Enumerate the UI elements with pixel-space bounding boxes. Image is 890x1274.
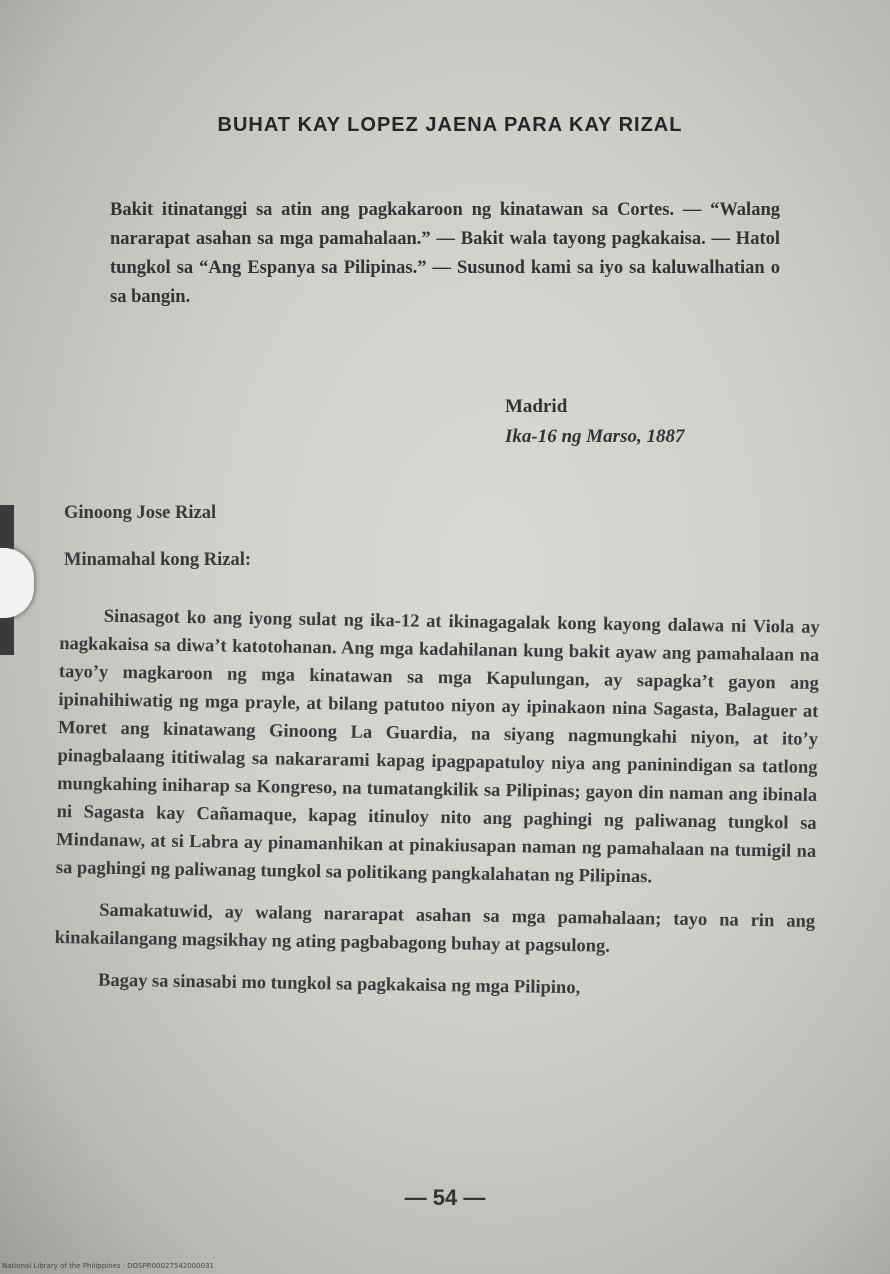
recipient-name: Ginoong Jose Rizal bbox=[64, 503, 217, 523]
scan-credit: National Library of the Philippines · DOSPR00027542000031 bbox=[2, 1262, 214, 1270]
page-number: — 54 — bbox=[404, 1185, 486, 1210]
letter-title: BUHAT KAY LOPEZ JAENA PARA KAY RIZAL bbox=[217, 114, 683, 136]
body-paragraph: Bagay sa sinasabi mo tungkol sa pagkakaisa ng mga Pilipino, bbox=[97, 970, 581, 999]
letter-date: Ika-16 ng Marso, 1887 bbox=[505, 426, 685, 447]
letter-place: Madrid bbox=[505, 396, 568, 417]
body-paragraph: Sinasagot ko ang iyong sulat ng ika-12 at ikinagagalak kong kayong dalawa ni Viola ay nagkakaisa sa diwa’t katotohanan. Ang mga kadahilanan kung bakit ayaw ang pamahalaan na tayo’y magkaroon ng mga kinatawan sa mga Kapulungan, ay sapagka’t gayon ang ipinahihiwatig ng mga prayle, at bilang patutoo niyon ay ipinakaon nina Sagasta, Balaguer at Moret ang kinatawang Ginoong La Guardia, na siyang nagmungkahi niyon, at ito’y pinagbalaang ititiwalag sa nakararami kapag ipagpapatuloy niya ang paninindigan sa tatlong mungkahing iniharap sa Kongreso, na tumatangkilik sa Pilipinas; gayon din naman ang ibinala ni Sagasta kay Cañamaque, kapag itinuloy nito ang paghingi ng paliwanag tungkol sa Mindanaw, at si Labra ay pinamanhikan at pinakiusapan naman ng pamahalaan na tumigil na sa paghingi ng paliwanag tungkol sa politikang pangkalahatan ng Pilipinas. bbox=[55, 606, 820, 888]
binding-hole bbox=[0, 548, 34, 618]
salutation: Minamahal kong Rizal: bbox=[64, 550, 252, 570]
letter-body bbox=[54, 602, 820, 1020]
body-paragraph: Samakatuwid, ay walang nararapat asahan sa mga pamahalaan; tayo na rin ang kinakailangang magsikhay ng ating pagbabagong buhay at pagsulong. bbox=[54, 900, 816, 957]
letter-summary: Bakit itinatanggi sa atin ang pagkakaroon ng kinatawan sa Cortes. — “Walang nararapat asahan sa mga pamahalaan.” — Bakit wala tayong pagkakaisa. — Hatol tungkol sa “Ang Espanya sa Pilipinas.” — Susunod kami sa iyo sa kaluwalhatian o sa bangin. bbox=[110, 200, 780, 307]
